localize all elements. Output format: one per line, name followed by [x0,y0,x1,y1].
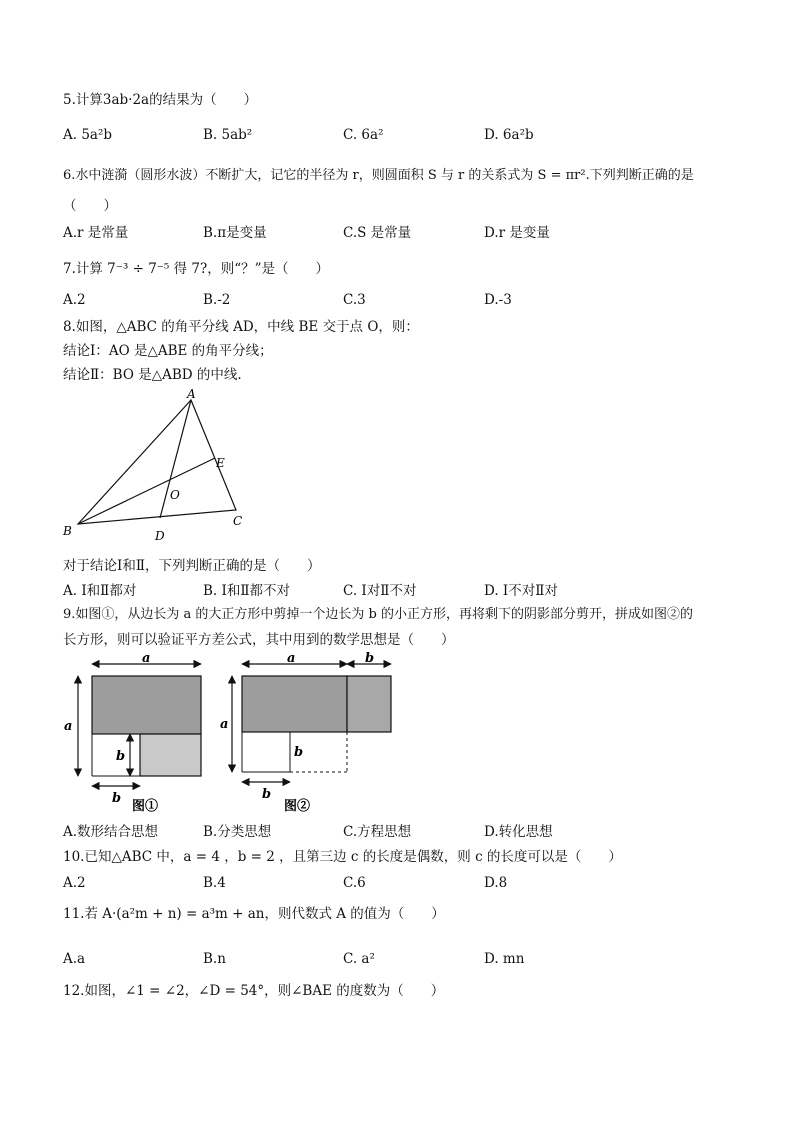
q9-option-a: A.数形结合思想 [63,824,159,840]
q5-stem: 5.计算3ab·2a的结果为（ ） [63,92,258,108]
q11-option-c: C. a² [343,951,375,967]
q7-stem: 7.计算 7⁻³ ÷ 7⁻⁵ 得 7?，则“？”是（ ） [63,261,330,277]
fig2-label-b-side: b [294,745,304,760]
fig2-label-b-top: b [365,652,375,666]
q5-option-c: C. 6a² [343,127,384,143]
q6-option-b: B.π是变量 [203,225,267,241]
label-c: C [233,514,243,528]
label-o: O [170,488,180,502]
square-difference-figures [58,652,418,817]
q8-option-b: B. Ⅰ和Ⅱ都不对 [203,583,291,599]
fig2-label-a-top: a [287,652,296,666]
q6-option-a: A.r 是常量 [63,225,129,241]
q10-option-c: C.6 [343,875,366,891]
label-e: E [216,456,225,470]
q6-option-c: C.S 是常量 [343,225,412,241]
fig1-caption: 图① [132,799,159,814]
q8-option-a: A. Ⅰ和Ⅱ都对 [63,583,137,599]
fig1-label-b-bottom: b [112,791,122,806]
q9-option-c: C.方程思想 [343,824,412,840]
q9-stem: 9.如图①，从边长为 a 的大正方形中剪掉一个边长为 b 的小正方形，再将剩下的阴影部分剪开，拼成如图②的 [63,607,694,622]
fig1-label-a-top: a [142,652,151,666]
fig1-label-b-side: b [116,749,126,764]
fig2-label-b-bottom: b [262,787,272,802]
triangle-outline [78,400,236,524]
q5-option-b: B. 5ab² [203,127,253,143]
q7-option-a: A.2 [63,292,86,308]
q9-option-d: D.转化思想 [484,824,553,840]
q8-conclusion-1: 结论Ⅰ：AO 是△ABE 的角平分线； [63,343,273,359]
q6-option-d: D.r 是变量 [484,225,550,241]
q11-option-b: B.n [203,951,226,967]
q11-option-a: A.a [63,951,86,967]
q7-option-c: C.3 [343,292,366,308]
q10-option-d: D.8 [484,875,508,891]
q7-option-b: B.-2 [203,292,231,308]
q6-stem: 6.水中涟漪（圆形水波）不断扩大，记它的半径为 r，则圆面积 S 与 r 的关系式为 S = πr².下列判断正确的是 [63,168,694,183]
figure-2 [220,652,391,814]
triangle-abc-figure [58,388,258,548]
q6-stem-2: （ ） [63,198,117,214]
q10-stem: 10.已知△ABC 中，a = 4 ，b = 2 ，且第三边 c 的长度是偶数，则 c 的长度可以是（ ） [63,849,622,865]
q10-option-a: A.2 [63,875,86,891]
q9-option-b: B.分类思想 [203,824,272,840]
label-d: D [155,529,165,543]
q8-stem: 8.如图，△ABC 的角平分线 AD，中线 BE 交于点 O，则： [63,319,419,335]
fig1-label-a-left: a [64,719,73,734]
q5-option-d: D. 6a²b [484,127,534,143]
q8-question: 对于结论Ⅰ和Ⅱ，下列判断正确的是（ ） [63,558,321,574]
q8-option-d: D. Ⅰ不对Ⅱ对 [484,583,558,599]
q5-option-a: A. 5a²b [63,127,113,143]
label-b: B [63,524,72,538]
q9-stem-2: 长方形，则可以验证平方差公式，其中用到的数学思想是（ ） [63,632,455,648]
fig2-label-a-left: a [220,717,229,732]
q12-stem: 12.如图，∠1 = ∠2，∠D = 54°，则∠BAE 的度数为（ ） [63,983,445,999]
q11-stem: 11.若 A·(a²m + n) = a³m + an，则代数式 A 的值为（ ） [63,906,445,922]
q10-option-b: B.4 [203,875,226,891]
q8-option-c: C. Ⅰ对Ⅱ不对 [343,583,417,599]
label-a: A [187,388,196,401]
figure-1 [64,652,201,814]
q8-conclusion-2: 结论Ⅱ：BO 是△ABD 的中线. [63,367,242,383]
fig2-caption: 图② [284,799,311,814]
q7-option-d: D.-3 [484,292,512,308]
q11-option-d: D. mn [484,951,525,967]
